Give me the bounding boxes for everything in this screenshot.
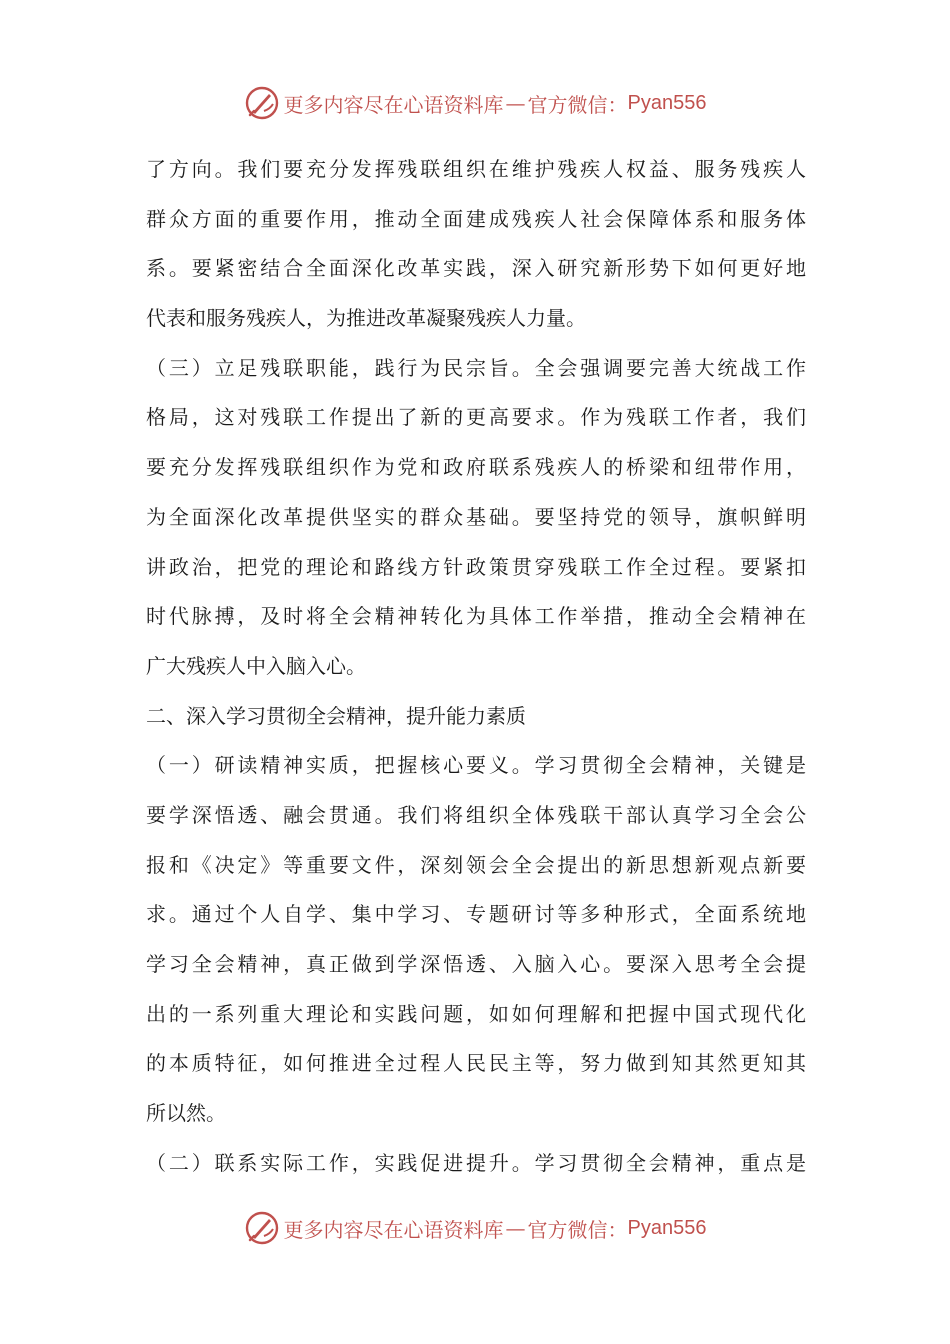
text-line: 求。通过个人自学、集中学习、专题研讨等多种形式，全面系统地 (146, 902, 806, 927)
text-line: （一）研读精神实质，把握核心要义。学习贯彻全会精神，关键是 (146, 753, 806, 778)
banner-brand-text: 更多内容尽在心语资料库 (283, 1217, 504, 1242)
text-line: 报和《决定》等重要文件，深刻领会全会提出的新思想新观点新要 (146, 852, 806, 877)
quill-logo-icon (244, 1210, 280, 1246)
text-line: 广大残疾人中入脑入心。 (146, 653, 366, 678)
text-line: （三）立足残联职能，践行为民宗旨。全会强调要完善大统战工作 (146, 355, 806, 380)
text-line: 格局，这对残联工作提出了新的更高要求。作为残联工作者，我们 (146, 405, 806, 430)
banner-brand-text: 更多内容尽在心语资料库 (283, 92, 504, 117)
text-line: 代表和服务残疾人，为推进改革凝聚残疾人力量。 (146, 306, 586, 331)
text-line: 讲政治，把党的理论和路线方针政策贯穿残联工作全过程。要紧扣 (146, 554, 806, 579)
banner-wechat-label: 官方微信： (527, 92, 628, 117)
text-line: 出的一系列重大理论和实践问题，如如何理解和把握中国式现代化 (146, 1001, 806, 1026)
document-body (146, 145, 806, 1188)
text-line: 系。要紧密结合全面深化改革实践，深入研究新形势下如何更好地 (146, 256, 806, 281)
banner-account: Pyan556 (627, 91, 707, 114)
banner-separator: — (505, 91, 526, 115)
text-line: 要充分发挥残联组织作为党和政府联系残疾人的桥梁和纽带作用， (146, 455, 806, 480)
footer-watermark-banner (0, 1208, 950, 1248)
text-line: （二）联系实际工作，实践促进提升。学习贯彻全会精神，重点是 (146, 1150, 806, 1175)
banner-wechat-label: 官方微信： (527, 1217, 628, 1242)
text-line: 要学深悟透、融会贯通。我们将组织全体残联干部认真学习全会公 (146, 802, 806, 827)
text-line: 了方向。我们要充分发挥残联组织在维护残疾人权益、服务残疾人 (146, 157, 806, 181)
quill-logo-icon (244, 85, 280, 121)
text-line: 为全面深化改革提供坚实的群众基础。要坚持党的领导，旗帜鲜明 (146, 504, 806, 529)
section-heading: 二、深入学习贯彻全会精神，提升能力素质 (146, 703, 526, 728)
banner-separator: — (505, 1216, 526, 1240)
text-line: 所以然。 (146, 1101, 226, 1126)
text-line: 时代脉搏，及时将全会精神转化为具体工作举措，推动全会精神在 (146, 604, 806, 629)
text-line: 的本质特征，如何推进全过程人民民主等，努力做到知其然更知其 (146, 1051, 806, 1076)
text-line: 学习全会精神，真正做到学深悟透、入脑入心。要深入思考全会提 (146, 952, 806, 976)
banner-account: Pyan556 (627, 1216, 707, 1239)
header-watermark-banner (0, 83, 950, 123)
text-line: 群众方面的重要作用，推动全面建成残疾人社会保障体系和服务体 (146, 206, 806, 231)
